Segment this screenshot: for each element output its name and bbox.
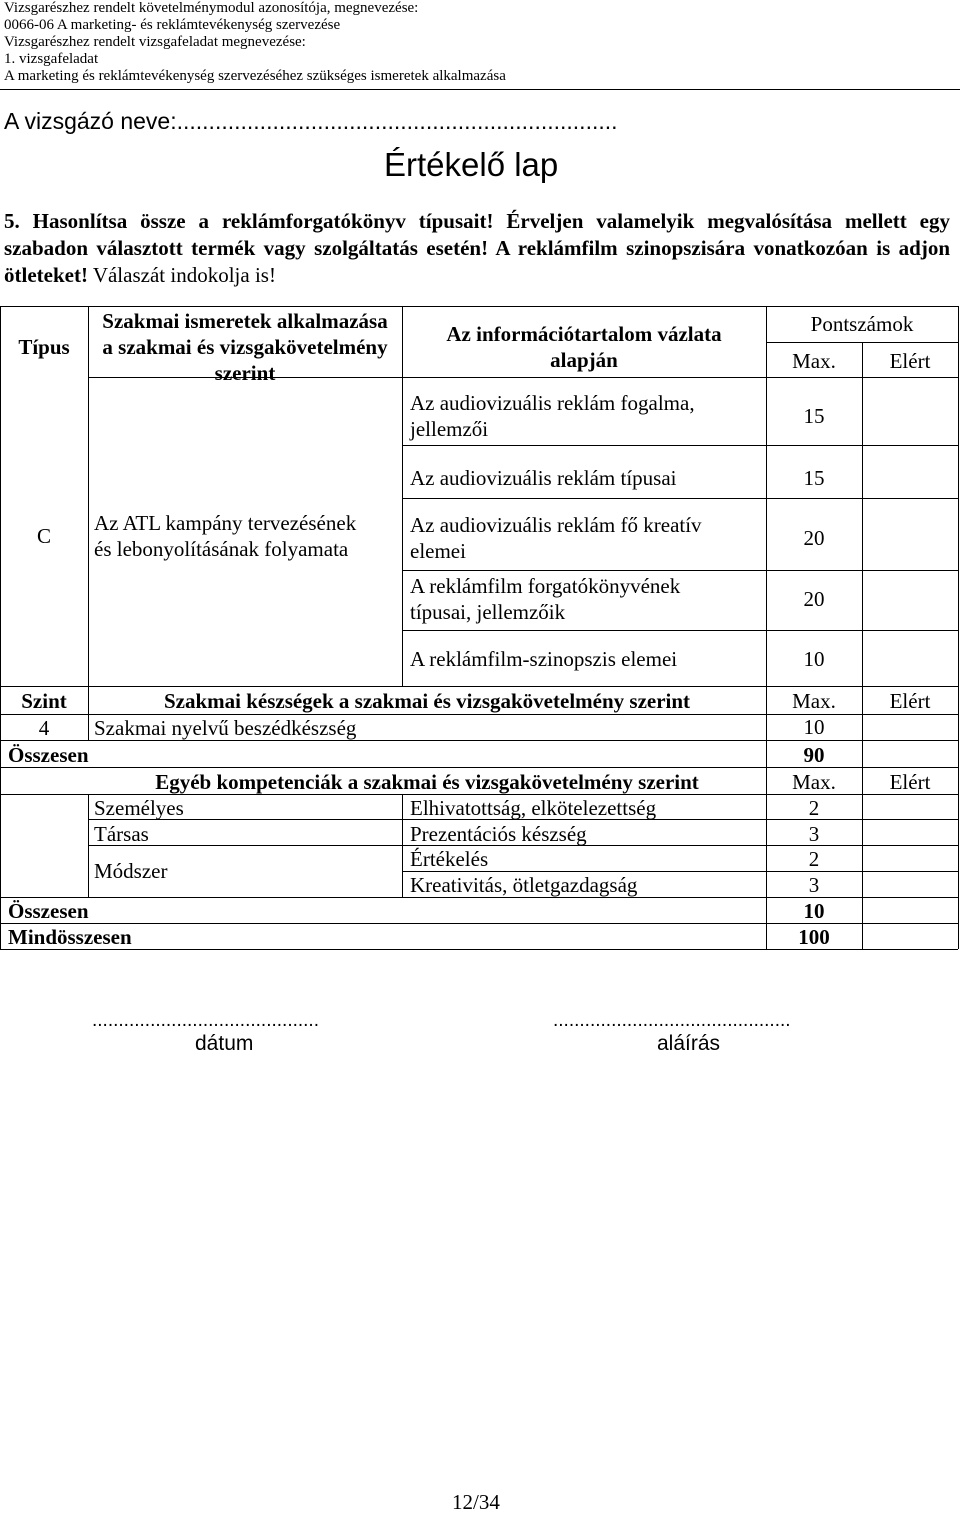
content-item-max: 10 (803, 647, 825, 671)
examinee-name-field[interactable]: A vizsgázó neve:..................................................................... (4, 108, 618, 134)
header-divider (0, 89, 960, 90)
competency-category: Módszer (94, 859, 168, 883)
table-border (0, 306, 958, 307)
col-header-knowledge-line: szerint (214, 361, 276, 385)
content-item-label: elemei (410, 539, 466, 563)
competency-max: 3 (808, 873, 820, 897)
col-header-content-line: alapján (550, 348, 618, 372)
skill-max: 10 (803, 715, 825, 739)
subtotal-value: 10 (803, 899, 825, 923)
content-item-max: 15 (803, 404, 825, 428)
competency-category: Társas (94, 822, 149, 846)
table-border (862, 342, 863, 949)
col-header-type: Típus (18, 335, 70, 359)
col-header-achieved: Elért (889, 349, 931, 373)
skills-level-header: Szint (21, 689, 67, 713)
competency-category: Személyes (94, 796, 184, 820)
competency-max: 3 (808, 822, 820, 846)
col-header-max: Max. (792, 349, 836, 373)
signature-label: aláírás (657, 1032, 721, 1055)
task-instruction: Válaszát indokolja is! (87, 263, 276, 287)
content-item-label: A reklámfilm-szinopszis elemei (410, 647, 678, 671)
content-item-label: Az audiovizuális reklám fogalma, (410, 391, 695, 415)
table-border (958, 306, 959, 949)
content-item-label: típusai, jellemzőik (410, 600, 566, 624)
type-code: C (36, 524, 51, 548)
content-item-label: Az audiovizuális reklám típusai (410, 466, 677, 490)
col-header-knowledge-line: a szakmai és vizsgakövetelmény (102, 335, 388, 359)
topic-line: Az ATL kampány tervezésének (94, 511, 357, 535)
document-header (4, 0, 506, 85)
skills-max-header: Max. (792, 689, 836, 713)
content-item-label: jellemzői (410, 417, 489, 441)
table-border (402, 630, 958, 631)
content-item-max: 15 (803, 466, 825, 490)
subtotal-label: Összesen (8, 743, 89, 767)
other-achieved-header: Elért (889, 770, 931, 794)
col-header-content-line: Az információtartalom vázlata (446, 322, 722, 346)
grand-total-value: 100 (798, 925, 830, 949)
page-number: 12/34 (452, 1490, 500, 1514)
table-border (402, 498, 958, 499)
content-item-max: 20 (803, 526, 825, 550)
grand-total-label: Mindösszesen (8, 925, 132, 949)
table-border (402, 794, 403, 897)
table-border (0, 686, 958, 687)
header-line: 0066-06 A marketing- és reklámtevékenység szervezése (4, 17, 341, 33)
table-border (402, 570, 958, 571)
skills-achieved-header: Elért (889, 689, 931, 713)
other-max-header: Max. (792, 770, 836, 794)
table-border (88, 794, 89, 897)
header-line: Vizsgarészhez rendelt követelménymodul azonosítója, megnevezése: (4, 0, 419, 16)
skill-label: Szakmai nyelvű beszédkészség (94, 716, 357, 740)
subtotal-label: Összesen (8, 899, 89, 923)
skills-title: Szakmai készségek a szakmai és vizsgakövetelmény szerint (163, 689, 691, 713)
competency-label: Értékelés (410, 847, 489, 871)
header-line: A marketing és reklámtevékenység szervezéséhez szükséges ismeretek alkalmazása (4, 68, 506, 84)
competency-label: Kreativitás, ötletgazdagság (410, 873, 638, 897)
date-field[interactable]: ........................................... (92, 1010, 319, 1031)
skill-level: 4 (38, 716, 50, 740)
competency-max: 2 (808, 847, 820, 871)
content-item-label: A reklámfilm forgatókönyvének (410, 574, 681, 598)
signature-field[interactable]: ............................................. (553, 1010, 791, 1031)
header-line: Vizsgarészhez rendelt vizsgafeladat megnevezése: (4, 34, 306, 50)
task-description (4, 208, 950, 289)
table-border (0, 306, 1, 949)
col-header-knowledge-line: Szakmai ismeretek alkalmazása (102, 309, 388, 333)
date-label: dátum (195, 1032, 254, 1055)
competency-max: 2 (808, 796, 820, 820)
competency-label: Prezentációs készség (410, 822, 587, 846)
topic-line: és lebonyolításának folyamata (94, 537, 349, 561)
task-question: 5. Hasonlítsa össze a reklámforgatókönyv típusait! Érveljen valamelyik megvalósítása mellett egy szabadon választott termék vagy szolgáltatás esetén! A reklámfilm szinopszisára vonatkozóan is adjon ötleteket! (4, 209, 950, 287)
header-line: 1. vizsgafeladat (4, 51, 99, 67)
col-header-points: Pontszámok (810, 312, 914, 336)
subtotal-value: 90 (803, 743, 825, 767)
table-border (402, 445, 958, 446)
page-title: Értékelő lap (384, 146, 559, 183)
content-item-label: Az audiovizuális reklám fő kreatív (410, 513, 702, 537)
other-competencies-title: Egyéb kompetenciák a szakmai és vizsgakövetelmény szerint (155, 770, 699, 794)
content-item-max: 20 (803, 587, 825, 611)
competency-label: Elhivatottság, elkötelezettség (410, 796, 657, 820)
